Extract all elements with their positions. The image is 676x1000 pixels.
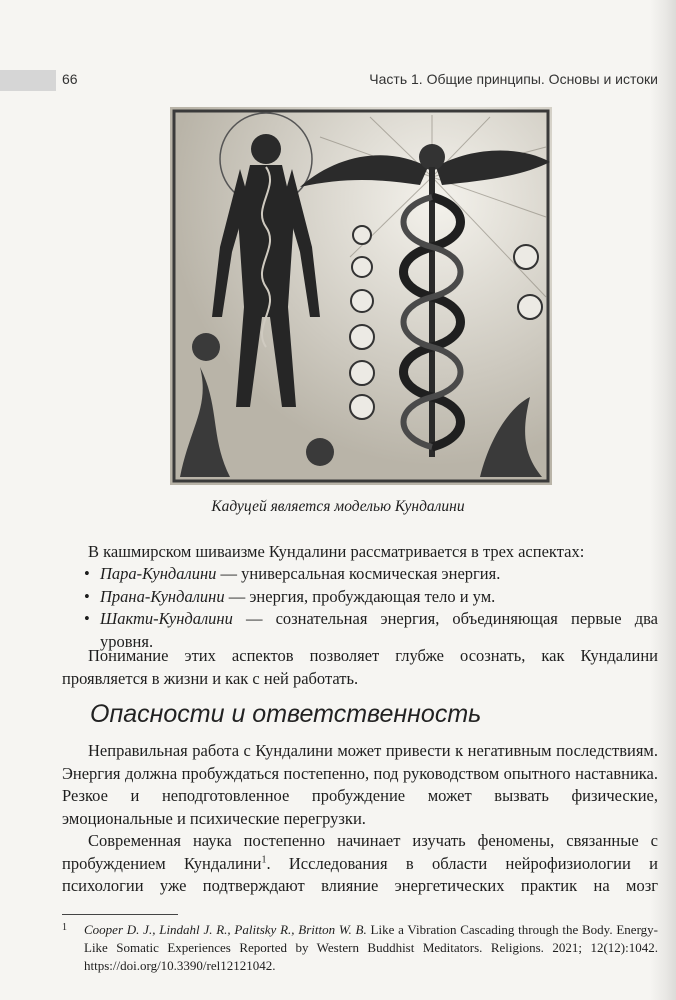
aspect-term: Шакти-Кундалини bbox=[100, 609, 233, 628]
aspects-list bbox=[62, 563, 658, 653]
section-title: Опасности и ответственность bbox=[90, 700, 482, 728]
caduceus-icon bbox=[170, 107, 552, 485]
footnote-rule bbox=[62, 914, 178, 915]
header-band bbox=[0, 70, 56, 91]
science-text-b: . Исследования в области нейрофизиологии и психологии уже подтверждают влияние энергетических практик на мозг bbox=[62, 853, 658, 895]
intro-paragraph: В кашмирском шиваизме Кундалини рассматривается в трех аспектах: bbox=[88, 542, 585, 561]
science-text-a: Современная наука постепенно начинает изучать феномены, связанные с пробуждением Кундалини bbox=[62, 831, 658, 873]
footnote bbox=[84, 921, 658, 975]
footnote-authors: Cooper D. J., Lindahl J. R., Palitsky R., Britton W. B. bbox=[84, 922, 367, 937]
science-paragraph bbox=[62, 830, 658, 898]
page-number: 66 bbox=[62, 71, 78, 87]
footnote-text: Like a Vibration Cascading through the Body. Energy-Like Somatic Experiences Reported by Western Buddhist Meditators. Religions. 2021; 12(12):1042. https://doi.org/10.3390/rel12121042. bbox=[84, 922, 658, 973]
list-item bbox=[62, 563, 658, 586]
footnote-ref[interactable]: 1 bbox=[261, 854, 267, 865]
aspect-text: — энергия, пробуждающая тело и ум. bbox=[224, 586, 496, 606]
list-item bbox=[62, 586, 658, 609]
kundalini-illustration bbox=[170, 107, 552, 485]
aspect-term: Пара-Кундалини bbox=[100, 564, 217, 583]
running-head: Часть 1. Общие принципы. Основы и истоки bbox=[369, 71, 658, 87]
dangers-paragraph: Неправильная работа с Кундалини может привести к негативным последствиям. Энергия должна пробуждаться постепенно, под руководством опытного наставника. Резкое и неподготовленное пробуждение может вызвать физические, эмоциональные и психические перегрузки. bbox=[62, 741, 658, 828]
footnote-number: 1 bbox=[62, 922, 67, 933]
aspect-text: — универсальная космическая энергия. bbox=[216, 564, 501, 583]
understanding-paragraph: Понимание этих аспектов позволяет глубже осознать, как Кундалини проявляется в жизни и как с ней работать. bbox=[62, 646, 658, 688]
aspect-term: Прана-Кундалини bbox=[100, 586, 225, 606]
aspect-text: — сознательная энергия, объединяющая первые два уровня. bbox=[100, 609, 658, 651]
figure-caption: Кадуцей является моделью Кундалини bbox=[211, 498, 465, 515]
